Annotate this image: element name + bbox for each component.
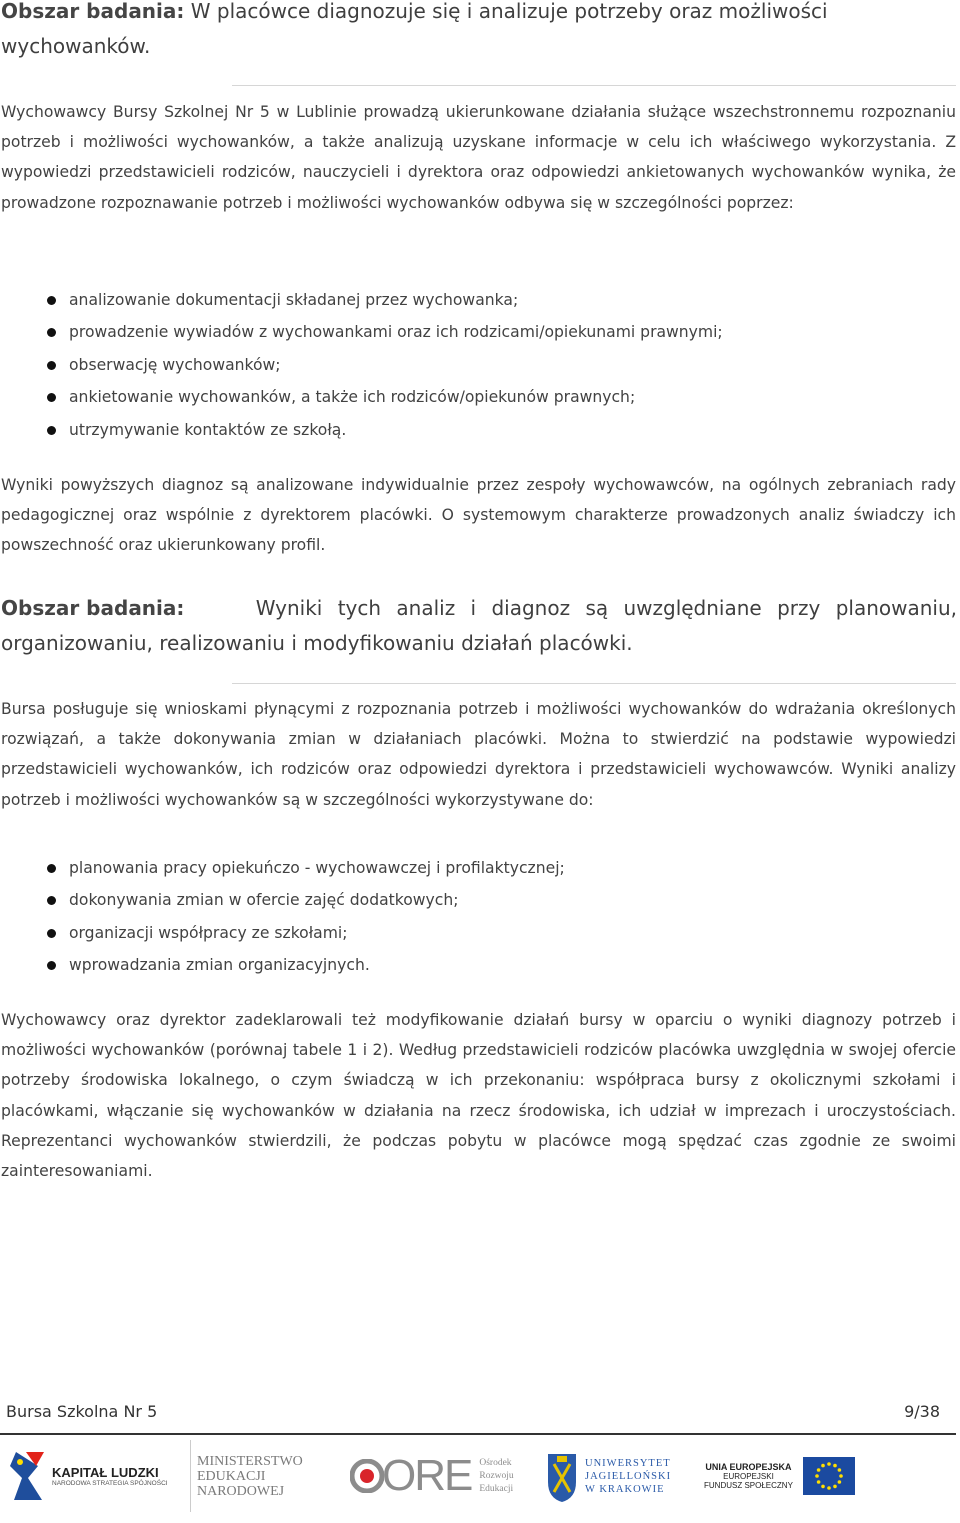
ue-line3: FUNDUSZ SPOŁECZNY xyxy=(704,1481,793,1490)
list-item xyxy=(0,852,940,884)
paragraph-3: Bursa posługuje się wnioskami płynącymi z rozpoznania potrzeb i możliwości wychowanków do wdrażania określonych rozwiązań, a także dokonywania zmian w działaniach placówki. Można to stwierdzić na podstawie wypowiedzi przedstawicieli wychowanków, ich rodziców oraz odpowiedzi dyrektora i przedstawicieli wychowawców. Wyniki analizy potrzeb i możliwości wychowanków są w szczególności wykorzystywane do: xyxy=(1,700,956,809)
kapital-ludzki-logo xyxy=(8,1440,178,1512)
list-item-text: organizacji współpracy ze szkołami; xyxy=(69,923,348,942)
ore-line2: Rozwoju xyxy=(479,1470,514,1481)
men-line3: NARODOWEJ xyxy=(197,1483,285,1499)
footer-rule xyxy=(0,1433,956,1435)
eu-flag-icon xyxy=(803,1457,855,1495)
area-heading-1-line2: wychowanków. xyxy=(1,34,151,58)
area-heading-text: Wyniki tych analiz i diagnoz są uwzględniane przy planowaniu, xyxy=(255,596,957,620)
bullet-icon xyxy=(47,426,56,435)
list-item-text: planowania pracy opiekuńczo - wychowawczej i profilaktycznej; xyxy=(69,859,565,877)
ore-line1: Ośrodek xyxy=(479,1457,512,1468)
list-item xyxy=(0,284,940,316)
list-item-text: ankietowanie wychowanków, a także ich rodziców/opiekunów prawnych; xyxy=(69,388,636,407)
list-item-text: analizowanie dokumentacji składanej przez wychowanka; xyxy=(69,291,519,309)
bullet-icon xyxy=(47,393,56,402)
footer-school-name: Bursa Szkolna Nr 5 xyxy=(6,1402,158,1421)
area-heading-1 xyxy=(1,0,951,64)
list-item xyxy=(0,917,940,949)
kapital-ludzki-icon xyxy=(8,1448,46,1504)
list-item xyxy=(0,884,940,916)
list-item xyxy=(0,381,940,413)
kl-subtitle: NARODOWA STRATEGIA SPÓJNOŚCI xyxy=(52,1480,168,1487)
area-heading-2-line1 xyxy=(1,591,957,626)
list-item xyxy=(0,349,940,381)
ore-circle-icon xyxy=(350,1459,384,1493)
paragraph-1: Wychowawcy Bursy Szkolnej Nr 5 w Lublinie prowadzą ukierunkowane działania służące wszechstronnemu rozpoznaniu potrzeb i możliwości wychowanków, a także analizują uzyskane informacje w celu ich właściwego wykorzystania. Z wypowiedzi przedstawicieli rodziców, nauczycieli i dyrektora oraz odpowiedzi ankietowanych wychowanków wynika, że prowadzone rozpoznawanie potrzeb i możliwości wychowanków odbywa się w szczególności poprzez: xyxy=(1,103,956,212)
uj-line2: JAGIELLOŃSKI xyxy=(585,1470,672,1482)
uj-line1: UNIWERSYTET xyxy=(585,1457,671,1469)
men-logo xyxy=(190,1440,322,1512)
list-item-text: utrzymywanie kontaktów ze szkołą. xyxy=(69,420,347,439)
ore-mark: ORE xyxy=(382,1451,472,1500)
heading-rule xyxy=(232,683,956,684)
list-item xyxy=(0,316,940,348)
bullet-list-1 xyxy=(0,284,940,446)
list-item xyxy=(0,414,940,446)
ue-line1: UNIA EUROPEJSKA xyxy=(705,1462,792,1472)
bullet-icon xyxy=(47,929,56,938)
bullet-icon xyxy=(47,296,56,305)
bullet-icon xyxy=(47,961,56,970)
area-heading-label: Obszar badania: xyxy=(1,596,185,620)
men-line2: EDUKACJI xyxy=(197,1468,266,1484)
list-item-text: prowadzenie wywiadów z wychowankami oraz ich rodzicami/opiekunami prawnymi; xyxy=(69,323,723,342)
bullet-icon xyxy=(47,896,56,905)
paragraph-4: Wychowawcy oraz dyrektor zadeklarowali też modyfikowanie działań bursy w oparciu o wyniki diagnozy potrzeb i możliwości wychowanków (porównaj tabele 1 i 2). Według przedstawicieli rodziców placówka uwzględnia w swojej ofercie potrzeby środowiska lokalnego, o czym świadczą w ich przekonaniu: współpraca bursy z okolicznymi szkołami i placówkami, włączanie się wychowanków w działania na rzecz środowiska, ich udział w imprezach i uroczystościach. Reprezentanci wychowanków stwierdzili, że podczas pobytu w placówce mogą spędzać czas zgodnie ze swoimi zainteresowaniami. xyxy=(1,1011,956,1181)
bullet-list-2 xyxy=(0,852,940,982)
paragraph-2: Wyniki powyższych diagnoz są analizowane indywidualnie przez zespoły wychowawców, na ogólnych zebraniach rady pedagogicznej oraz wspólnie z dyrektorem placówki. O systemowym charakterze prowadzonych analiz świadczy ich powszechność oraz ukierunkowany profil. xyxy=(1,476,956,555)
bullet-icon xyxy=(47,864,56,873)
uj-crest-icon xyxy=(545,1448,579,1504)
list-item xyxy=(0,949,940,981)
ue-logo xyxy=(704,1440,874,1512)
list-item-text: wprowadzania zmian organizacyjnych. xyxy=(69,956,370,975)
page-number: 9/38 xyxy=(904,1402,940,1421)
area-heading-2 xyxy=(1,591,957,661)
area-heading-2-line2: organizowaniu, realizowaniu i modyfikowaniu działań placówki. xyxy=(1,631,633,655)
ue-line2: EUROPEJSKI xyxy=(723,1472,774,1481)
uj-logo xyxy=(545,1440,685,1512)
list-item-text: obserwację wychowanków; xyxy=(69,355,281,374)
area-heading-1-line1 xyxy=(1,0,951,29)
ore-line3: Edukacji xyxy=(479,1483,514,1494)
area-heading-text: W placówce diagnozuje się i analizuje potrzeby oraz możliwości xyxy=(190,0,828,23)
heading-rule xyxy=(232,85,956,86)
ore-logo xyxy=(350,1440,525,1512)
men-line1: MINISTERSTWO xyxy=(197,1453,303,1469)
uj-line3: W KRAKOWIE xyxy=(585,1483,665,1495)
area-heading-label: Obszar badania: xyxy=(1,0,185,23)
list-item-text: dokonywania zmian w ofercie zajęć dodatkowych; xyxy=(69,891,459,910)
kl-title: KAPITAŁ LUDZKI xyxy=(52,1465,159,1480)
bullet-icon xyxy=(47,328,56,337)
bullet-icon xyxy=(47,361,56,370)
